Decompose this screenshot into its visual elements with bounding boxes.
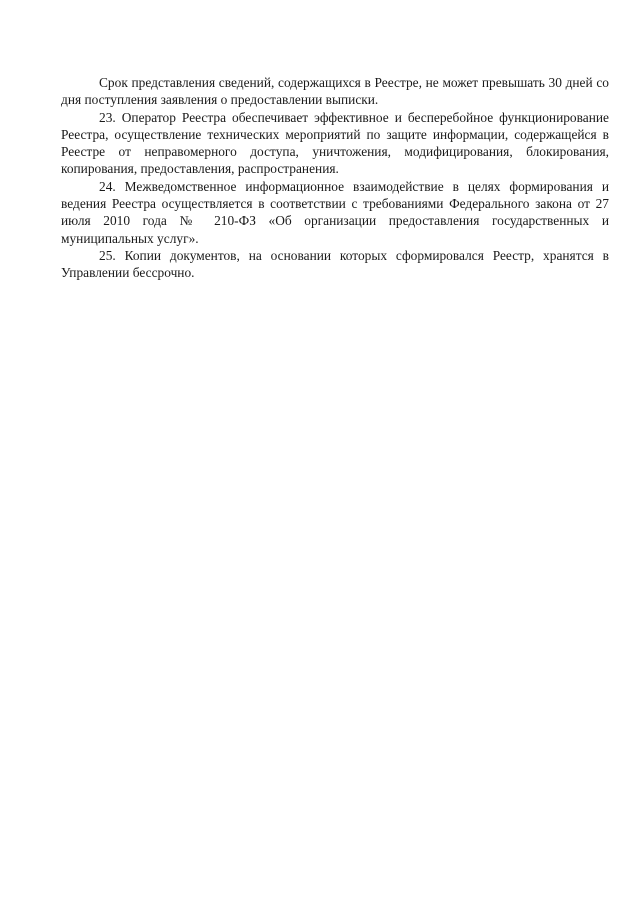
document-body (61, 74, 609, 282)
paragraph-deadline: Срок представления сведений, содержащихся в Реестре, не может превышать 30 дней со дня поступления заявления о предоставлении выписки. (61, 75, 609, 108)
paragraph-25: 25. Копии документов, на основании которых сформировался Реестр, хранятся в Управлении бессрочно. (61, 247, 609, 281)
paragraph-23: 23. Оператор Реестра обеспечивает эффективное и бесперебойное функционирование Реестра, осуществление технических мероприятий по защите информации, содержащейся в Реестре от неправомерного доступа, уничтожения, модифицирования, блокирования, копирования, предоставления, распространения. (61, 109, 609, 177)
paragraph-24: 24. Межведомственное информационное взаимодействие в целях формирования и ведения Реестра осуществляется в соответствии с требованиями Федерального закона от 27 июля 2010 года № 210-ФЗ «Об организации предоставления государственных и муниципальных услуг». (61, 178, 609, 246)
